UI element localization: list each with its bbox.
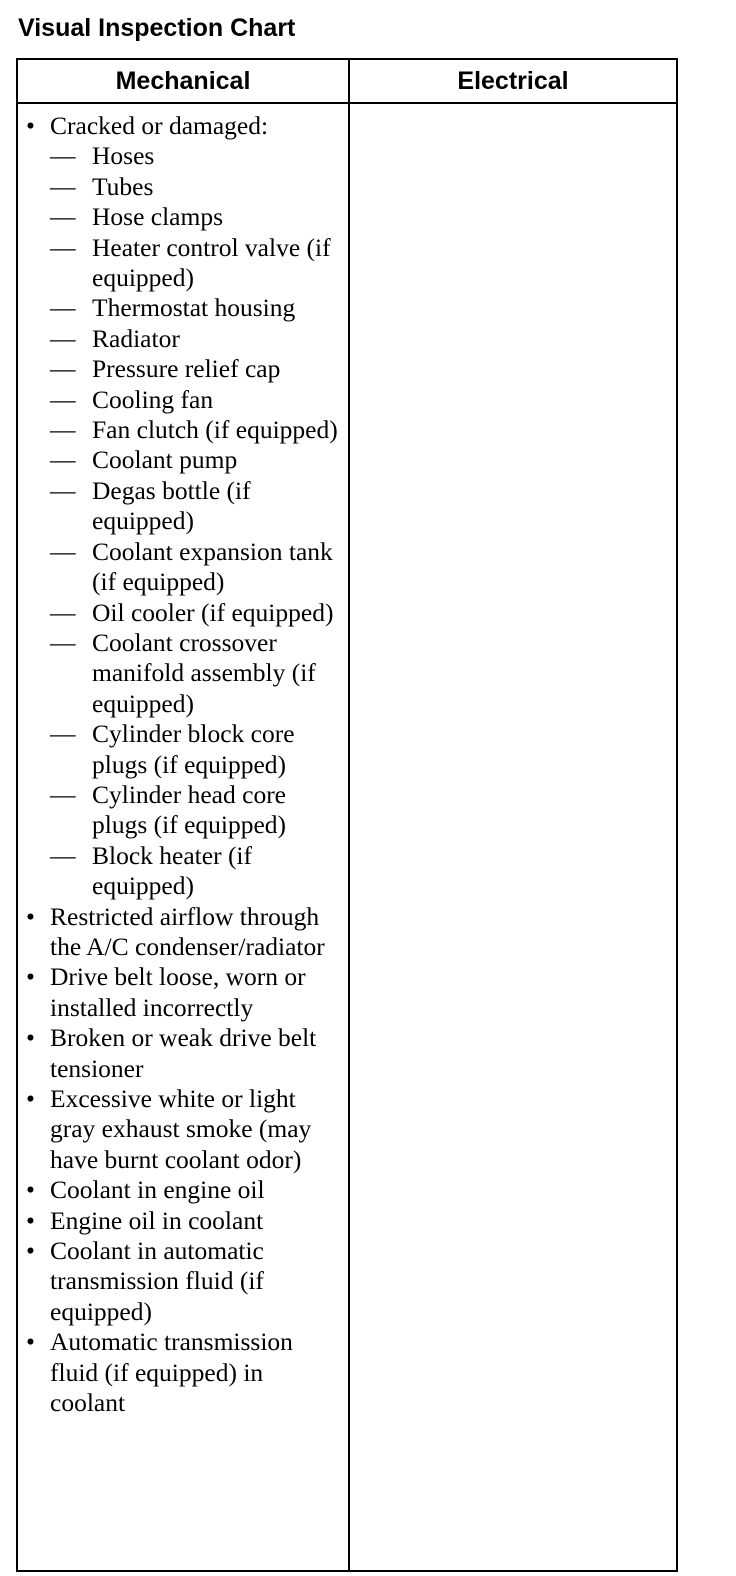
dash-marker: — xyxy=(50,475,76,505)
sub-list-item xyxy=(50,324,344,354)
sub-list-item xyxy=(50,354,344,384)
sub-list-item-text: Tubes xyxy=(92,171,154,201)
bullet-marker: • xyxy=(26,111,35,140)
list-item xyxy=(24,1175,344,1205)
sub-list-item-text: Pressure relief cap xyxy=(92,354,281,384)
sub-list-item xyxy=(50,841,344,902)
dash-marker: — xyxy=(50,597,76,627)
list-item xyxy=(24,1236,344,1327)
bullet-marker: • xyxy=(26,1236,35,1266)
list-item xyxy=(24,962,344,1023)
sub-list-item xyxy=(50,233,344,294)
list-item-text: Cracked or damaged: xyxy=(50,111,269,140)
dash-marker: — xyxy=(50,840,76,870)
sub-list-item-text: Degas bottle (if equipped) xyxy=(92,475,251,536)
sub-list-item-text: Coolant crossover manifold assembly (if equipped) xyxy=(92,627,316,718)
list-item-text: Broken or weak drive belt tensioner xyxy=(50,1023,317,1083)
list-item-text: Engine oil in coolant xyxy=(50,1205,264,1235)
sub-list-item-text: Coolant pump xyxy=(92,445,238,475)
sub-list-item-text: Heater control valve (if equipped) xyxy=(92,232,331,293)
bullet-marker: • xyxy=(26,901,35,931)
bullet-marker: • xyxy=(26,1175,35,1205)
list-item-text: Restricted airflow through the A/C condenser/radiator xyxy=(50,901,325,961)
sub-list-item xyxy=(50,445,344,475)
sub-list-item-text: Cooling fan xyxy=(92,384,214,414)
dash-marker: — xyxy=(50,354,76,384)
dash-marker: — xyxy=(50,415,76,445)
bullet-marker: • xyxy=(26,1023,35,1053)
sub-list-item-text: Cylinder block core plugs (if equipped) xyxy=(92,719,295,779)
list-item-text: Coolant in engine oil xyxy=(50,1175,265,1205)
mechanical-list xyxy=(24,111,344,1418)
list-item xyxy=(24,1206,344,1236)
dash-marker: — xyxy=(50,141,76,171)
dash-marker: — xyxy=(50,627,76,657)
sub-list-item xyxy=(50,537,344,598)
bullet-marker: • xyxy=(26,1205,35,1235)
sub-list-item xyxy=(50,628,344,719)
column-header-electrical: Electrical xyxy=(457,67,569,95)
inspection-table xyxy=(16,58,678,1572)
sub-list-item xyxy=(50,202,344,232)
list-item xyxy=(24,1023,344,1084)
mechanical-column xyxy=(24,111,344,1418)
list-item xyxy=(24,902,344,963)
bullet-marker: • xyxy=(26,962,35,992)
sub-list-item-text: Thermostat housing xyxy=(92,293,296,323)
sub-list-item xyxy=(50,780,344,841)
bullet-marker: • xyxy=(26,1084,35,1113)
dash-marker: — xyxy=(50,719,76,749)
sub-list-item xyxy=(50,141,344,171)
sub-list-item-text: Fan clutch (if equipped) xyxy=(92,415,338,445)
sub-list-item-text: Hoses xyxy=(92,141,155,171)
list-item xyxy=(24,1327,344,1418)
sub-list-item xyxy=(50,172,344,202)
sub-list-item xyxy=(50,476,344,537)
sub-list-item xyxy=(50,293,344,323)
sub-list-item xyxy=(50,385,344,415)
sub-list-item-text: Radiator xyxy=(92,323,180,353)
list-item-text: Automatic transmission fluid (if equipped) in coolant xyxy=(50,1327,293,1418)
sub-list-item-text: Hose clamps xyxy=(92,202,224,232)
list-item-text: Excessive white or light gray exhaust smoke (may have burnt coolant odor) xyxy=(50,1084,312,1174)
sub-list-item-text: Oil cooler (if equipped) xyxy=(92,597,334,627)
column-header-mechanical: Mechanical xyxy=(115,67,251,95)
dash-marker: — xyxy=(50,202,76,232)
sub-list-item-text: Cylinder head core plugs (if equipped) xyxy=(92,779,287,840)
sub-list-item xyxy=(50,415,344,445)
column-divider xyxy=(348,60,350,1570)
list-item xyxy=(24,111,344,902)
dash-marker: — xyxy=(50,779,76,809)
dash-marker: — xyxy=(50,445,76,475)
dash-marker: — xyxy=(50,384,76,414)
bullet-marker: • xyxy=(26,1327,35,1357)
dash-marker: — xyxy=(50,536,76,566)
sub-list-item xyxy=(50,598,344,628)
list-item xyxy=(24,1084,344,1175)
list-item-text: Coolant in automatic transmission fluid (if equipped) xyxy=(50,1236,264,1326)
dash-marker: — xyxy=(50,232,76,262)
sub-list-item xyxy=(50,719,344,780)
dash-marker: — xyxy=(50,293,76,323)
dash-marker: — xyxy=(50,171,76,201)
header-divider xyxy=(18,102,676,104)
dash-marker: — xyxy=(50,323,76,353)
sub-list-item-text: Block heater (if equipped) xyxy=(92,840,253,901)
list-item-text: Drive belt loose, worn or installed incorrectly xyxy=(50,962,306,1022)
sub-list xyxy=(50,141,344,901)
page-title: Visual Inspection Chart xyxy=(18,14,296,42)
sub-list-item-text: Coolant expansion tank (if equipped) xyxy=(92,536,333,597)
